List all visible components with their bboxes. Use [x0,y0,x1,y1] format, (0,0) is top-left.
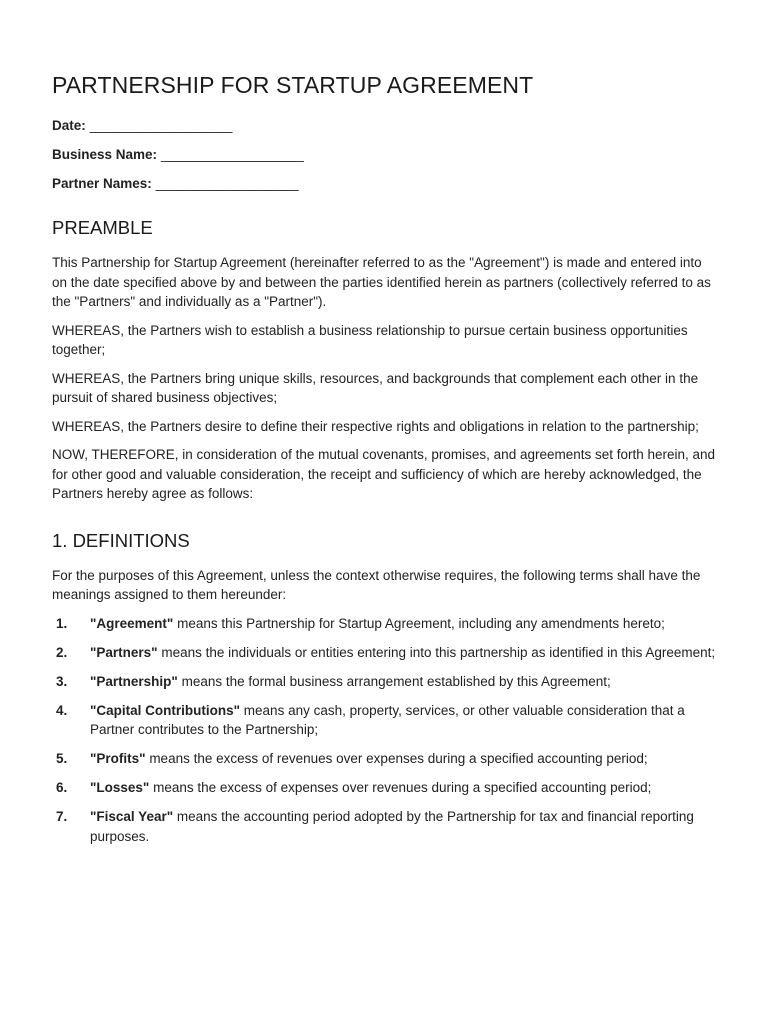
preamble-heading: PREAMBLE [52,217,153,238]
definitions-heading: 1. DEFINITIONS [52,529,190,551]
list-number: 7. [56,809,68,824]
whereas-paragraph: WHEREAS, the Partners desire to define their respective rights and obligations in relation to the partnership; [52,418,699,434]
list-number: 2. [56,644,68,660]
defined-term: "Agreement" [90,615,174,631]
list-number: 1. [56,615,68,631]
business-name-label: Business Name: [52,147,158,162]
definitions-list [52,614,716,847]
definition-text: means this Partnership for Startup Agreement, including any amendments hereto; [173,615,665,631]
definition-text: means the excess of expenses over revenues during a specified accounting period; [149,780,652,795]
list-item [52,672,716,692]
document-title: PARTNERSHIP FOR STARTUP AGREEMENT [52,72,534,98]
list-item [52,778,716,798]
business-name-field [52,146,716,164]
list-number: 3. [56,673,68,689]
defined-term: "Fiscal Year" [90,809,174,824]
whereas-paragraph: WHEREAS, the Partners wish to establish a business relationship to pursue certain business opportunities together; [52,322,688,357]
definition-text: means any cash, property, services, or other valuable consideration that a Partner contributes to the Partnership; [90,702,685,737]
now-therefore-paragraph: NOW, THEREFORE, in consideration of the mutual covenants, promises, and agreements set forth herein, and for other good and valuable consideration, the receipt and sufficiency of which are hereby acknowledged, the Partners hereby agree as follows: [52,447,716,501]
list-number: 6. [56,780,68,795]
defined-term: "Partnership" [90,673,178,689]
defined-term: "Capital Contributions" [90,702,241,718]
list-number: 5. [56,751,68,766]
definition-text: means the excess of revenues over expenses during a specified accounting period; [145,751,648,766]
date-label: Date: [52,118,86,133]
defined-term: "Losses" [90,780,150,795]
defined-term: "Profits" [90,751,146,766]
definition-text: means the accounting period adopted by the Partnership for tax and financial reporting purposes. [90,809,694,844]
list-item [52,749,716,769]
date-blank: ___________________ [89,118,233,133]
list-item [52,643,716,663]
whereas-paragraph: WHEREAS, the Partners bring unique skills, resources, and backgrounds that complement each other in the pursuit of shared business objectives; [52,370,699,405]
partner-names-field [52,175,716,193]
definition-text: means the formal business arrangement established by this Agreement; [177,673,611,689]
partner-names-label: Partner Names: [52,176,152,191]
business-name-blank: ___________________ [161,147,304,162]
date-field [52,117,716,135]
list-item [52,807,716,846]
definition-text: means the individuals or entities entering into this partnership as identified in this Agreement; [157,644,716,660]
list-item [52,614,716,634]
list-item [52,701,716,740]
preamble-paragraph: This Partnership for Startup Agreement (hereinafter referred to as the "Agreement") is made and entered into on the date specified above by and between the parties identified herein as partners (collectively referred to as the "Partners" and individually as a "Partner"). [52,255,711,309]
partner-names-blank: ___________________ [155,176,299,191]
list-number: 4. [56,702,68,718]
defined-term: "Partners" [90,644,158,660]
definitions-intro: For the purposes of this Agreement, unless the context otherwise requires, the following terms shall have the meanings assigned to them hereunder: [52,567,701,602]
